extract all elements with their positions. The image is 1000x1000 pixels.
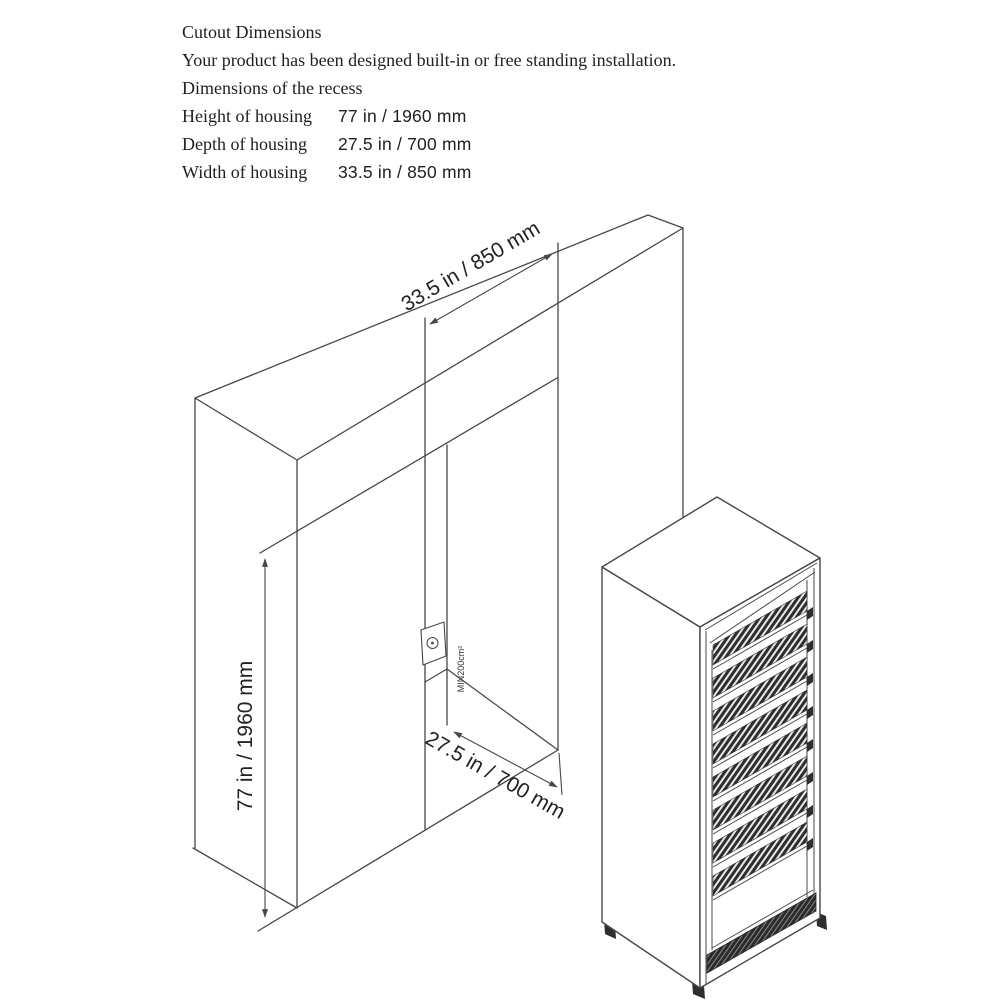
spec-label: Width of housing	[182, 162, 308, 182]
spec-value: 77 in / 1960 mm	[338, 106, 467, 126]
wine-cooler-drawing	[602, 497, 827, 999]
dimension-width	[397, 217, 552, 324]
vent-min-area-label: MIN200cm²	[456, 645, 466, 693]
width-dimension-label: 33.5 in / 850 mm	[397, 216, 544, 317]
intro-line: Your product has been designed built-in or free standing installation.	[182, 50, 677, 70]
depth-dimension-label: 27.5 in / 700 mm	[421, 726, 569, 824]
page-title: Cutout Dimensions	[182, 22, 322, 42]
spec-label: Depth of housing	[182, 134, 307, 154]
dimension-height	[234, 559, 265, 917]
recess-line: Dimensions of the recess	[182, 78, 363, 98]
spec-value: 33.5 in / 850 mm	[338, 162, 472, 182]
height-dimension-label: 77 in / 1960 mm	[234, 660, 257, 812]
power-outlet-icon	[421, 622, 446, 665]
cooler-left-face	[602, 567, 700, 988]
spec-value: 27.5 in / 700 mm	[338, 134, 472, 154]
spec-label: Height of housing	[182, 106, 312, 126]
